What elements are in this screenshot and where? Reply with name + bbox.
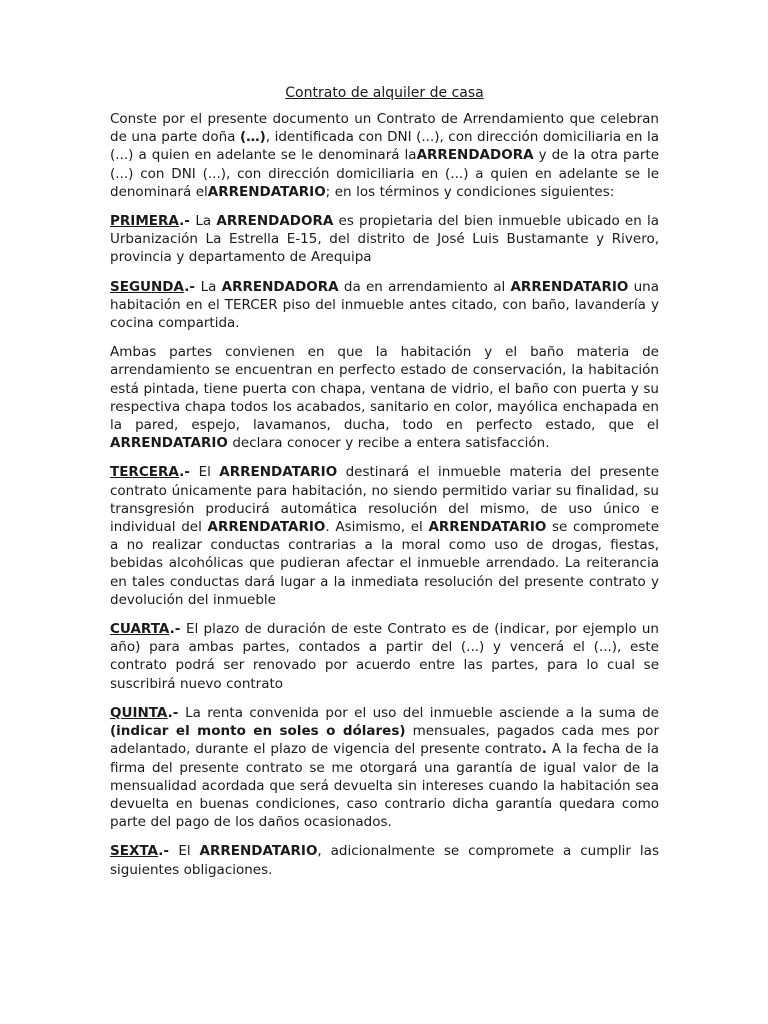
clause-heading: SEXTA (110, 843, 159, 860)
intro-placeholder: (…) (239, 129, 266, 146)
intro-text: Conste por el presente documento un Contrato de Arrendamiento que celebran de una parte doña (110, 111, 659, 146)
intro-text: ; en los términos y condiciones siguientes: (325, 183, 615, 200)
clause-text: destinará el inmueble materia del presente contrato únicamente para habitación, no siendo permitido variar su finalidad, su transgresión producirá automática resolución del mismo, de uso único e individual del (110, 464, 659, 536)
clause-text: La (200, 278, 222, 295)
clause-segunda (110, 278, 659, 333)
clause-text: , adicionalmente se compromete a cumplir las siguientes obligaciones. (110, 843, 659, 878)
clause-text: declara conocer y recibe a entera satisfacción. (227, 435, 550, 452)
clause-text: se compromete a no realizar conductas contrarias a la moral como uso de drogas, fiestas, bebidas alcohólicas que pudieran afectar el inmueble arrendado. La reiterancia en tales conductas dará lugar a la inmediata resolución del presente contrato y devolución del inmueble (110, 519, 660, 608)
party-arrendadora: ARRENDADORA (216, 213, 334, 230)
party-arrendadora: ARRENDADORA (221, 278, 339, 295)
intro-text: , identificada con DNI (...), con dirección domiciliaria en la (...) a quien en adelante se le denominará la (110, 129, 660, 164)
clause-sexta (110, 842, 659, 878)
clause-heading: PRIMERA (110, 213, 180, 230)
clause-text: Ambas partes convienen en que la habitación y el baño materia de arrendamiento se encuentran en perfecto estado de conservación, la habitación está pintada, tiene puerta con chapa, ventana de vidrio, el baño con puerta y su respectiva chapa todos los acabados, sanitario en color, mayólica enchapada en la pared, espejo, lavamanos, ducha, todo en perfecto estado, que el (110, 344, 659, 434)
clause-separator: .- (158, 843, 179, 860)
clause-text: El (178, 843, 200, 860)
clause-heading: TERCERA (110, 464, 180, 481)
clause-text: El (198, 464, 220, 481)
clause-text: . Asimismo, el (325, 519, 429, 536)
clause-text: La renta convenida por el uso del inmueble asciende a la suma de (185, 704, 659, 721)
party-arrendadora: ARRENDADORA (416, 147, 534, 164)
rent-amount-placeholder: (indicar el monto en soles o dólares) (110, 723, 406, 740)
clause-text: La (195, 213, 217, 230)
clause-period: . (541, 741, 547, 758)
party-arrendatario: ARRENDATARIO (428, 519, 547, 536)
clause-text: una habitación en el TERCER piso del inmueble antes citado, con baño, lavandería y cocina compartida. (110, 278, 659, 332)
clause-text: da en arrendamiento al (338, 278, 511, 295)
party-arrendatario: ARRENDATARIO (510, 278, 629, 295)
intro-paragraph (110, 110, 659, 201)
conditions-paragraph (110, 343, 659, 452)
clause-text: A la fecha de la firma del presente contrato se me otorgará una garantía de igual valor de la mensualidad acordada que será devuelta sin intereses cuando la habitación sea devuelta en buenas condiciones, caso contrario dicha garantía quedara como parte del pago de los daños ocasionados. (110, 741, 659, 831)
clause-text: El plazo de duración de este Contrato es de (indicar, por ejemplo un año) para ambas partes, contados a partir del (...) y vencerá el (...), este contrato podrá ser renovado por acuerdo entre las partes, para lo cual se suscribirá nuevo contrato (110, 621, 659, 692)
party-arrendatario: ARRENDATARIO (199, 843, 318, 860)
document-title: Contrato de alquiler de casa (285, 85, 484, 101)
party-arrendatario: ARRENDATARIO (207, 519, 326, 536)
clause-separator: .- (184, 278, 201, 295)
party-arrendatario: ARRENDATARIO (110, 435, 228, 452)
clause-heading: SEGUNDA (110, 278, 185, 295)
clause-quinta (110, 704, 659, 831)
party-arrendatario: ARRENDATARIO (219, 464, 338, 481)
clause-tercera (110, 463, 659, 609)
clause-separator: .- (179, 213, 196, 230)
clause-separator: .- (169, 621, 186, 638)
clause-heading: QUINTA (110, 704, 168, 721)
document-page (110, 82, 659, 890)
clause-text: es propietaria del bien inmueble ubicado en la Urbanización La Estrella E-15, del distrito de José Luis Bustamante y Rivero, provincia y departamento de Arequipa (110, 213, 659, 266)
clause-cuarta (110, 620, 659, 693)
clause-separator: .- (179, 464, 199, 481)
clause-primera (110, 212, 659, 267)
clause-separator: .- (167, 704, 186, 721)
clause-heading: CUARTA (110, 621, 170, 638)
clause-text: mensuales, pagados cada mes por adelantado, durante el plazo de vigencia del presente contrato (110, 723, 659, 758)
intro-text: y de la otra parte (...) con DNI (...), con dirección domiciliaria en (...) a quien en adelante se le denominará el (110, 147, 659, 200)
party-arrendatario: ARRENDATARIO (207, 183, 326, 200)
